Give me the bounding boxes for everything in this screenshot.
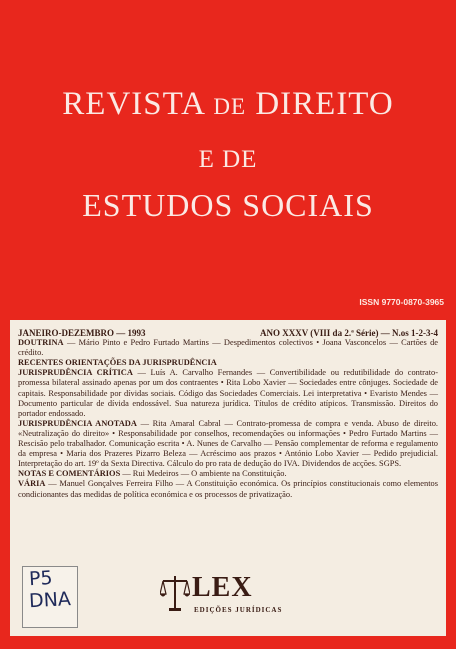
title-word-de: DE bbox=[213, 94, 247, 119]
contents-panel bbox=[10, 320, 446, 636]
section-varia bbox=[18, 479, 438, 499]
section-head: DOUTRINA bbox=[18, 338, 64, 348]
section-recentes: RECENTES ORIENTAÇÕES DA JURISPRUDÊNCIA bbox=[18, 358, 217, 368]
logo-name: LEX bbox=[192, 572, 253, 603]
label-line-2: DNA bbox=[28, 588, 72, 613]
logo-subtitle: EDIÇÕES JURÍDICAS bbox=[194, 606, 283, 614]
table-of-contents bbox=[18, 328, 438, 500]
section-head: JURISPRUDÊNCIA CRÍTICA bbox=[18, 368, 133, 378]
section-doutrina bbox=[18, 338, 438, 358]
section-head: VÁRIA bbox=[18, 479, 46, 489]
issn-number: ISSN 9770-0870-3965 bbox=[359, 297, 444, 307]
label-line-1: P5 bbox=[28, 567, 54, 591]
section-critica bbox=[18, 368, 438, 418]
issue-info-row bbox=[18, 328, 438, 338]
title-line-3: ESTUDOS SOCIAIS bbox=[82, 187, 374, 223]
section-head: NOTAS E COMENTÁRIOS bbox=[18, 469, 121, 479]
issue-year: ANO XXXV (VIII da 2.ª Série) — N.os 1-2-3-4 bbox=[259, 328, 438, 338]
section-anotada bbox=[18, 419, 438, 469]
title-line-2: E DE bbox=[198, 146, 258, 173]
publisher-logo bbox=[160, 572, 296, 628]
title-word-revista: REVISTA bbox=[62, 86, 214, 122]
section-body: — Mário Pinto e Pedro Furtado Martins — Despedimentos colectivos • Joana Vasconcelos — Cartões de crédito. bbox=[18, 338, 438, 358]
section-notas bbox=[18, 469, 438, 479]
scales-of-justice-icon bbox=[160, 574, 190, 614]
title-word-direito: DIREITO bbox=[246, 86, 394, 122]
section-head: JURISPRUDÊNCIA ANOTADA bbox=[18, 418, 137, 428]
section-body: — Rui Medeiros — O ambiente na Constituição. bbox=[120, 469, 287, 479]
title-line-1 bbox=[0, 86, 456, 123]
section-body: — Luís A. Carvalho Fernandes — Convertibilidade ou redutibilidade do contrato-promessa bilateral assinado apenas por um dos contraentes • Rita Lobo Xavier — Sociedades entre cônjuges. Sociedade de capitais. Responsabilidade por dívidas sociais. Código das Sociedades Comerciais. Lei interpretativa • Evaristo Mendes — Documento particular de dívida endossável. Sua natureza jurídica. Títulos de crédito atípicos. Transmissão. Direitos do portador endossado. bbox=[18, 368, 438, 418]
issue-date: JANEIRO-DEZEMBRO — 1993 bbox=[18, 328, 146, 338]
section-body: — Manuel Gonçalves Ferreira Filho — A Constituição económica. Os princípios constitucionais como elementos condicionantes das medidas de política económica e os processos de privatização. bbox=[18, 479, 438, 499]
handwritten-label bbox=[22, 566, 78, 628]
section-body: — Rita Amaral Cabral — Contrato-promessa de compra e venda. Abuso de direito. «Neutralização do direito» • Responsabilidade por conselhos, recomendações ou informações • Pedro Furtado Martins — Rescisão pelo trabalhador. Comunicação escrita • A. Nunes de Carvalho — Pensão complementar de reforma e regulamento da empresa • Maria dos Prazeres Pizarro Beleza — Acréscimo aos prazos • António Lobo Xavier — Pedido prejudicial. Interpretação do art. 19º da Sexta Directiva. Cálculo do pro rata de dedução do IVA. Dividendos de acções. SGPS. bbox=[18, 418, 438, 469]
